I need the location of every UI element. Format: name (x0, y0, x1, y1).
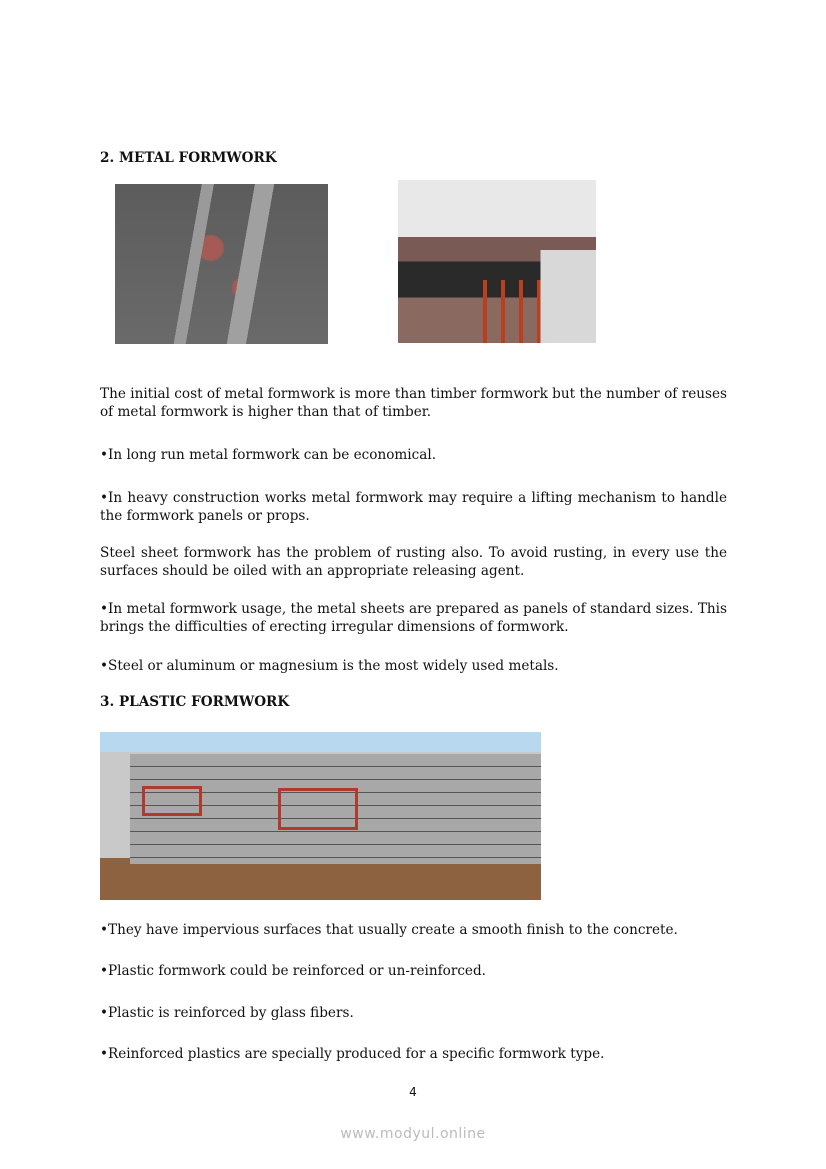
paragraph: Steel sheet formwork has the problem of rusting also. To avoid rusting, in every use the surfaces should be oiled with an appropriate releasing agent. (100, 545, 727, 579)
section-number: 3. (100, 694, 115, 710)
plastic-formwork-photo (100, 732, 541, 900)
section-number: 2. (100, 150, 115, 166)
bullet-item: •Plastic is reinforced by glass fibers. (100, 1005, 354, 1021)
bullet-item: •In long run metal formwork can be economical. (100, 447, 437, 463)
metal-formwork-photo-1 (115, 184, 328, 344)
page-number: 4 (409, 1085, 417, 1099)
metal-formwork-photo-2 (398, 180, 596, 343)
bullet-item: •They have impervious surfaces that usually create a smooth finish to the concrete. (100, 922, 678, 938)
paragraph: The initial cost of metal formwork is more than timber formwork but the number of reuses of metal formwork is higher than that of timber. (100, 386, 727, 420)
bullet-item: •Plastic formwork could be reinforced or un-reinforced. (100, 963, 486, 979)
section-heading-metal-formwork (100, 150, 277, 166)
bullet-item: •Steel or aluminum or magnesium is the most widely used metals. (100, 658, 559, 674)
watermark: www.modyul.online (340, 1126, 486, 1142)
bullet-item: •In metal formwork usage, the metal sheets are prepared as panels of standard sizes. This brings the difficulties of erecting irregular dimensions of formwork. (100, 601, 727, 635)
window-opening-frame (142, 786, 202, 816)
window-opening-frame (278, 788, 358, 830)
bullet-item: •In heavy construction works metal formwork may require a lifting mechanism to handle the formwork panels or props. (100, 490, 727, 524)
bullet-item: •Reinforced plastics are specially produced for a specific formwork type. (100, 1046, 605, 1062)
section-heading-plastic-formwork (100, 694, 289, 710)
section-title: METAL FORMWORK (118, 150, 277, 166)
section-title: PLASTIC FORMWORK (118, 694, 290, 710)
